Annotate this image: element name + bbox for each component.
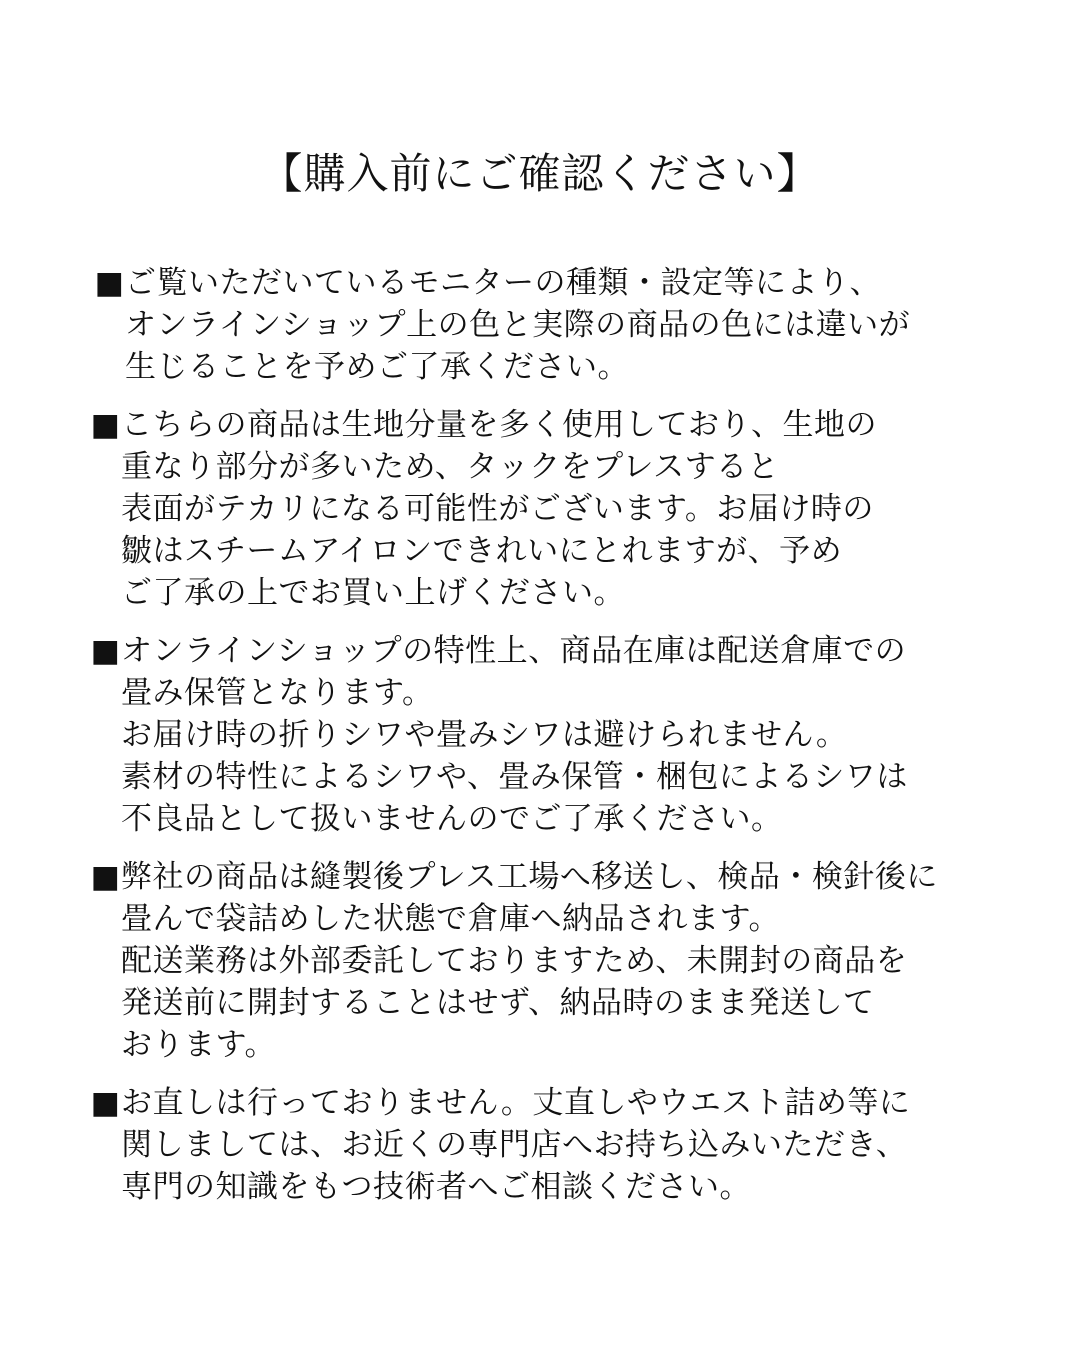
notice-line: 素材の特性によるシワや、畳み保管・梱包によるシワは xyxy=(121,759,908,795)
notice-item xyxy=(94,262,1034,388)
notice-line: 畳んで袋詰めした状態で倉庫へ納品されます。 xyxy=(121,901,781,937)
notice-line: 生じることを予めご了承ください。 xyxy=(125,349,629,385)
notice-line: 専門の知識をもつ技術者へご相談ください。 xyxy=(121,1169,751,1205)
bullet-square-icon: ■ xyxy=(90,859,121,895)
notice-line: 畳み保管となります。 xyxy=(121,675,434,711)
notice-line-text: お直しは行っておりません。丈直しやウエスト詰め等に xyxy=(121,1085,911,1121)
page-title: 【購入前にご確認ください】 xyxy=(260,149,820,198)
notice-line: お届け時の折りシワや畳みシワは避けられません。 xyxy=(121,717,848,753)
bullet-square-icon: ■ xyxy=(94,265,125,301)
notice-line: 関しましては、お近くの専門店へお持ち込みいただき、 xyxy=(121,1127,908,1163)
notice-line: 重なり部分が多いため、タックをプレスすると xyxy=(121,449,780,485)
notice-item xyxy=(90,404,1030,614)
notice-line: 発送前に開封することはせず、納品時のまま発送して xyxy=(121,985,875,1021)
notice-line: 表面がテカリになる可能性がございます。お届け時の xyxy=(121,491,874,527)
notice-line xyxy=(90,630,1030,672)
notice-line: オンラインショップ上の色と実際の商品の色には違いが xyxy=(125,307,911,343)
notice-line xyxy=(90,856,1030,898)
notice-line xyxy=(94,262,1034,304)
notice-line-text: 弊社の商品は縫製後プレス工場へ移送し、検品・検針後に xyxy=(121,859,938,895)
notice-line-text: オンラインショップの特性上、商品在庫は配送倉庫での xyxy=(121,633,907,669)
notice-line: 配送業務は外部委託しておりますため、未開封の商品を xyxy=(121,943,908,979)
notice-item xyxy=(90,630,1030,840)
notice-line: ご了承の上でお買い上げください。 xyxy=(121,575,625,611)
notice-line-text: こちらの商品は生地分量を多く使用しており、生地の xyxy=(121,407,877,443)
notice-item xyxy=(90,856,1030,1066)
notice-item xyxy=(90,1082,1030,1208)
notice-line: 皺はスチームアイロンできれいにとれますが、予め xyxy=(121,533,843,569)
bullet-square-icon: ■ xyxy=(90,633,121,669)
notice-line xyxy=(90,404,1030,446)
bullet-square-icon: ■ xyxy=(90,1085,121,1121)
notice-line xyxy=(90,1082,1030,1124)
notice-line: おります。 xyxy=(121,1027,277,1063)
notice-line-text: ご覧いただいているモニターの種類・設定等により、 xyxy=(125,265,881,301)
notice-line: 不良品として扱いませんのでご了承ください。 xyxy=(121,801,783,837)
bullet-square-icon: ■ xyxy=(90,407,121,443)
